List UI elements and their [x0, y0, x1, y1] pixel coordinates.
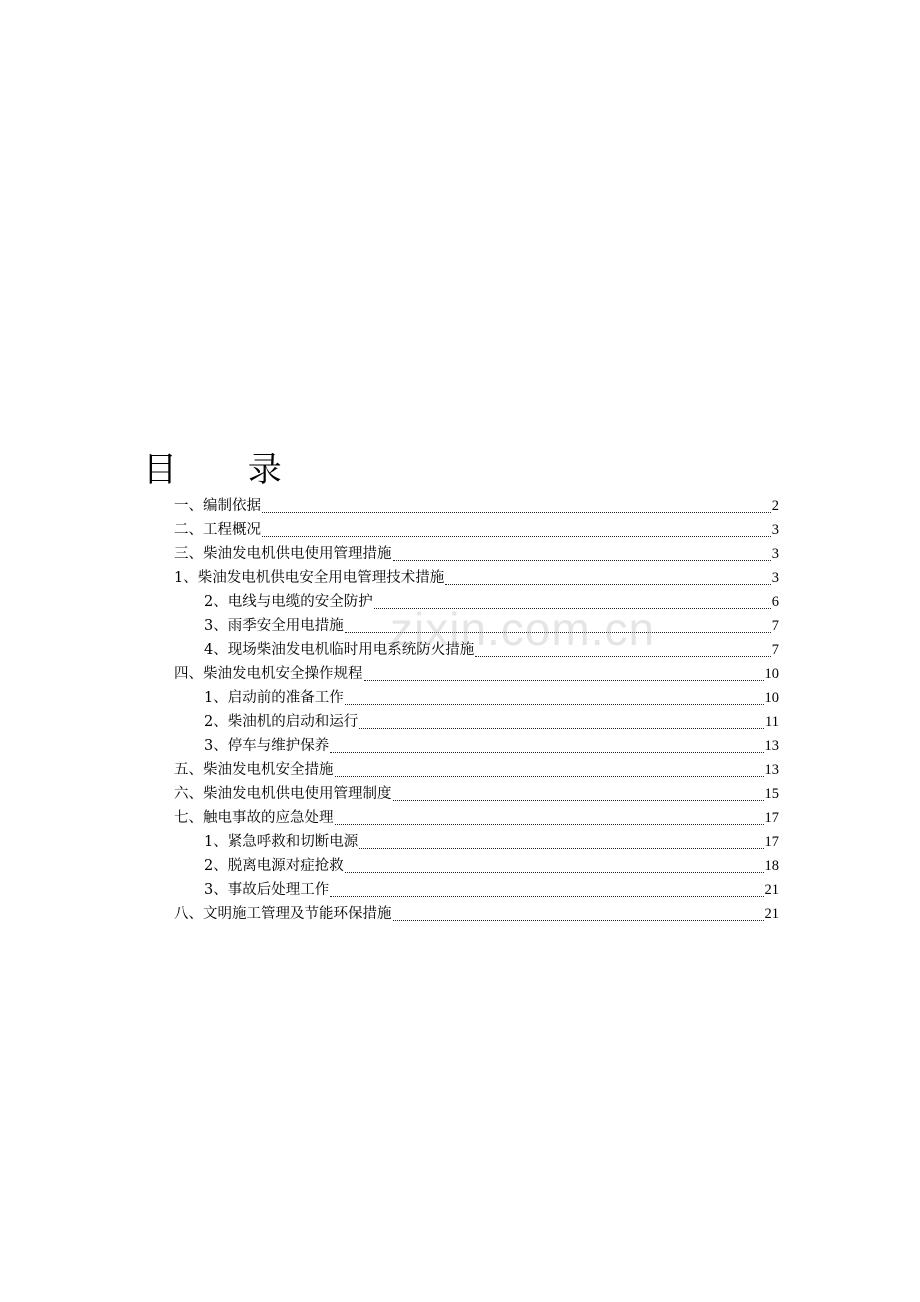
toc-entry[interactable] — [174, 542, 779, 566]
dot-leader — [393, 800, 764, 801]
toc-entry[interactable] — [174, 662, 779, 686]
toc-entry-page: 3 — [771, 570, 779, 586]
toc-entry[interactable] — [174, 518, 779, 542]
dot-leader — [335, 776, 764, 777]
toc-entry-page: 18 — [764, 858, 779, 874]
toc-entry-page: 2 — [771, 498, 779, 514]
dot-leader — [262, 536, 771, 537]
toc-entry[interactable] — [174, 566, 779, 590]
dot-leader — [364, 680, 764, 681]
toc-entry-label: 八、文明施工管理及节能环保措施 — [174, 906, 392, 922]
toc-entry[interactable] — [204, 710, 779, 734]
toc-entry-page: 21 — [764, 882, 779, 898]
dot-leader — [359, 848, 763, 849]
toc-entry-label: 一、编制依据 — [174, 498, 261, 514]
toc-entry[interactable] — [174, 782, 779, 806]
toc-entry[interactable] — [174, 758, 779, 782]
toc-entry-label: 六、柴油发电机供电使用管理制度 — [174, 786, 392, 802]
toc-entry-page: 15 — [764, 786, 779, 802]
toc-entry-label: 2、电线与电缆的安全防护 — [204, 594, 373, 610]
toc-entry-page: 6 — [771, 594, 779, 610]
toc-entry-label: 2、柴油机的启动和运行 — [204, 714, 359, 730]
toc-entry[interactable] — [174, 902, 779, 926]
toc-entry[interactable] — [204, 830, 779, 854]
toc-entry-label: 三、柴油发电机供电使用管理措施 — [174, 546, 392, 562]
toc-entry-label: 3、事故后处理工作 — [204, 882, 330, 898]
toc-entry[interactable] — [174, 806, 779, 830]
toc-entry-label: 二、工程概况 — [174, 522, 261, 538]
toc-entry[interactable] — [174, 494, 779, 518]
toc-entry-label: 五、柴油发电机安全措施 — [174, 762, 334, 778]
toc-entry-label: 七、触电事故的应急处理 — [174, 810, 334, 826]
toc-entry-label: 1、启动前的准备工作 — [204, 690, 344, 706]
toc-entry-page: 7 — [771, 618, 779, 634]
toc-entry-label: 3、停车与维护保养 — [204, 738, 330, 754]
toc-entry-page: 17 — [764, 810, 779, 826]
toc-entry-page: 10 — [764, 666, 779, 682]
toc-entry-label: 1、紧急呼救和切断电源 — [204, 834, 359, 850]
toc-entry-page: 13 — [764, 762, 779, 778]
toc-entry-page: 21 — [764, 906, 779, 922]
dot-leader — [445, 584, 771, 585]
toc-entry[interactable] — [204, 854, 779, 878]
toc-entry-label: 四、柴油发电机安全操作规程 — [174, 666, 363, 682]
toc-entry-label: 4、现场柴油发电机临时用电系统防火措施 — [204, 642, 475, 658]
toc-entry-label: 2、脱离电源对症抢救 — [204, 858, 344, 874]
toc-entry[interactable] — [204, 734, 779, 758]
toc-entry[interactable] — [204, 686, 779, 710]
toc-entry-page: 13 — [764, 738, 779, 754]
watermark: zixin.com.cn — [390, 603, 656, 655]
dot-leader — [345, 704, 764, 705]
toc-entry-page: 17 — [764, 834, 779, 850]
dot-leader — [345, 872, 764, 873]
toc-entry-page: 3 — [771, 546, 779, 562]
toc-entry[interactable] — [204, 878, 779, 902]
dot-leader — [330, 896, 763, 897]
toc-entry-page: 7 — [771, 642, 779, 658]
toc-entry-page: 10 — [764, 690, 779, 706]
dot-leader — [330, 752, 763, 753]
dot-leader — [393, 920, 764, 921]
dot-leader — [393, 560, 771, 561]
dot-leader — [335, 824, 764, 825]
dot-leader — [262, 512, 771, 513]
toc-entry-page: 11 — [765, 714, 779, 730]
toc-entry-label: 1、柴油发电机供电安全用电管理技术措施 — [174, 570, 445, 586]
toc-entry-label: 3、雨季安全用电措施 — [204, 618, 344, 634]
toc-title: 目 录 — [143, 450, 312, 490]
dot-leader — [359, 728, 764, 729]
toc-entry-page: 3 — [771, 522, 779, 538]
